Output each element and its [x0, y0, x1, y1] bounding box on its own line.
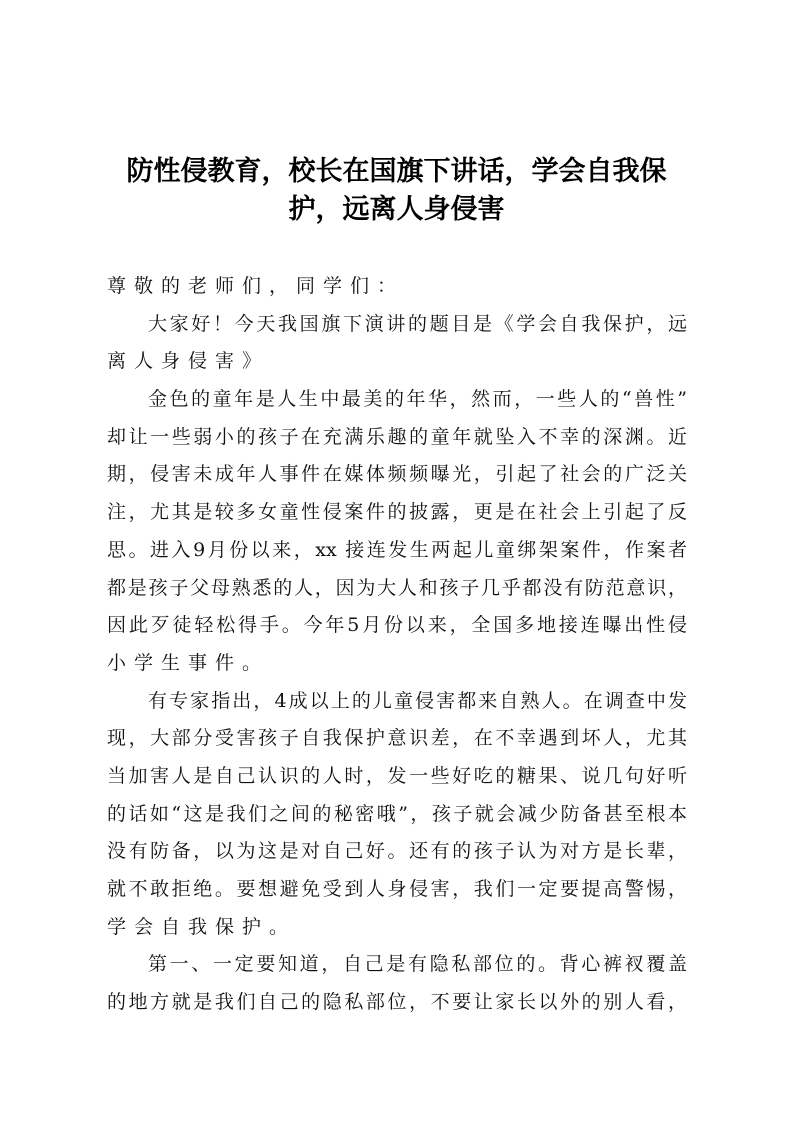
paragraph-line: 学会自我保护。 — [107, 915, 297, 938]
title-line: 护，远离人身侵害 — [288, 194, 505, 225]
paragraph — [107, 381, 687, 683]
paragraph-line: 金色的童年是人生中最美的年华，然而，一些人的“兽性” — [148, 388, 687, 411]
document-title — [100, 153, 693, 229]
paragraph-line: 却让一些弱小的孩子在充满乐趣的童年就坠入不幸的深渊。近 — [107, 425, 687, 448]
paragraph-line: 的话如“这是我们之间的秘密哦”，孩子就会减少防备甚至根本 — [107, 802, 687, 825]
paragraph — [107, 946, 687, 1021]
paragraph-line: 没有防备，以为这是对自己好。还有的孩子认为对方是长辈， — [107, 840, 687, 863]
paragraph-line: 小学生事件。 — [107, 651, 270, 674]
salutation: 尊敬的老师们，同学们： — [107, 275, 405, 297]
paragraph-line: 有专家指出，4成以上的儿童侵害都来自熟人。在调查中发 — [148, 689, 687, 712]
paragraph-line: 当加害人是自己认识的人时，发一些好吃的糖果、说几句好听 — [107, 764, 687, 787]
paragraph — [107, 683, 687, 947]
paragraph-line: 现，大部分受害孩子自我保护意识差，在不幸遇到坏人，尤其 — [107, 727, 687, 750]
paragraph-line: 第一、一定要知道，自己是有隐私部位的。背心裤衩覆盖 — [148, 953, 687, 976]
paragraph-line: 离人身侵害》 — [107, 350, 270, 373]
paragraph-line: 因此歹徒轻松得手。今年5月份以来，全国多地接连曝出性侵 — [107, 614, 687, 637]
paragraph-line: 思。进入9月份以来，xx 接连发生两起儿童绑架案件，作案者 — [107, 538, 687, 561]
title-line: 防性侵教育，校长在国旗下讲话，学会自我保 — [126, 156, 667, 187]
document-body — [107, 268, 687, 1022]
paragraph — [107, 306, 687, 381]
paragraph-line: 注，尤其是较多女童性侵案件的披露，更是在社会上引起了反 — [107, 501, 687, 524]
paragraph-line: 期，侵害未成年人事件在媒体频频曝光，引起了社会的广泛关 — [107, 463, 687, 486]
paragraph-line: 的地方就是我们自己的隐私部位，不要让家长以外的别人看， — [107, 991, 687, 1014]
paragraph-line: 大家好！今天我国旗下演讲的题目是《学会自我保护，远 — [148, 312, 687, 335]
paragraph-line: 就不敢拒绝。要想避免受到人身侵害，我们一定要提高警惕， — [107, 878, 687, 900]
paragraph-line: 都是孩子父母熟悉的人，因为大人和孩子几乎都没有防范意识， — [107, 576, 687, 599]
